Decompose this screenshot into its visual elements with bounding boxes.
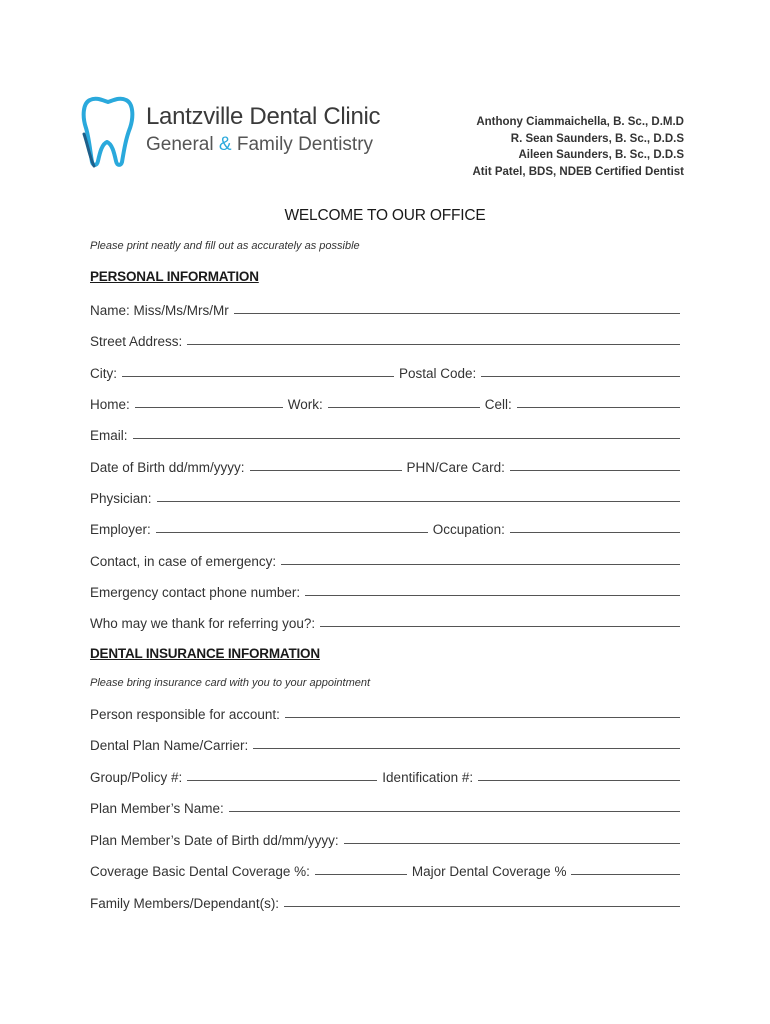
member-name-label: Plan Member’s Name:: [90, 801, 224, 816]
referral-label: Who may we thank for referring you?:: [90, 616, 316, 631]
cell-label: Cell:: [484, 397, 512, 412]
cell-phone-field[interactable]: [517, 407, 680, 408]
emergency-phone-row: [90, 580, 680, 600]
postal-label: Postal Code:: [399, 366, 477, 381]
street-label: Street Address:: [90, 334, 183, 349]
city-label: City:: [90, 366, 117, 381]
intro-note: Please print neatly and fill out as accurately as possible: [90, 240, 360, 252]
carrier-row: [90, 733, 680, 753]
basic-coverage-label: Coverage Basic Dental Coverage %:: [90, 864, 310, 879]
name-label: Name: Miss/Ms/Mrs/Mr: [90, 303, 229, 318]
member-name-field[interactable]: [229, 811, 680, 812]
home-phone-field[interactable]: [135, 407, 283, 408]
referral-row: [90, 611, 680, 631]
phn-field[interactable]: [510, 470, 680, 471]
insurance-note: Please bring insurance card with you to your appointment: [90, 677, 371, 689]
doctor-name: Aileen Saunders, B. Sc., D.D.S: [518, 149, 684, 161]
tooth-icon: [80, 94, 140, 170]
emergency-contact-field[interactable]: [281, 564, 680, 565]
doctor-name: Atit Patel, BDS, NDEB Certified Dentist: [472, 165, 684, 178]
personal-info-heading: PERSONAL INFORMATION: [90, 269, 259, 284]
identification-label: Identification #:: [382, 770, 474, 785]
emergency-phone-field[interactable]: [305, 595, 680, 596]
name-row: [90, 298, 680, 318]
work-phone-field[interactable]: [328, 407, 480, 408]
member-dob-row: [90, 828, 680, 848]
phone-row: [90, 392, 680, 412]
emergency-contact-row: [90, 549, 680, 569]
policy-row: [90, 765, 680, 785]
employer-label: Employer:: [90, 522, 151, 537]
city-field[interactable]: [122, 376, 394, 377]
emergency-contact-label: Contact, in case of emergency:: [90, 554, 277, 569]
dob-row: [90, 455, 680, 475]
postal-field[interactable]: [481, 376, 680, 377]
identification-field[interactable]: [478, 780, 680, 781]
doctor-name: R. Sean Saunders, B. Sc., D.D.S: [510, 132, 684, 145]
doctor-list: [473, 114, 685, 180]
home-label: Home:: [90, 397, 130, 412]
email-label: Email:: [90, 428, 128, 443]
responsible-row: [90, 702, 680, 722]
family-field[interactable]: [284, 906, 680, 907]
family-row: [90, 891, 680, 911]
employer-field[interactable]: [156, 532, 428, 533]
clinic-logo: [80, 94, 381, 174]
email-row: [90, 423, 680, 443]
group-label: Group/Policy #:: [90, 770, 183, 785]
coverage-row: [90, 859, 680, 879]
email-field[interactable]: [133, 438, 680, 439]
clinic-name: Lantzville Dental Clinic: [146, 103, 381, 130]
street-field[interactable]: [187, 344, 680, 345]
insurance-heading: DENTAL INSURANCE INFORMATION: [90, 646, 320, 661]
dob-field[interactable]: [250, 470, 402, 471]
dob-label: Date of Birth dd/mm/yyyy:: [90, 460, 245, 475]
group-policy-field[interactable]: [187, 780, 377, 781]
major-coverage-field[interactable]: [571, 874, 680, 875]
form-title: WELCOME TO OUR OFFICE: [284, 207, 486, 224]
responsible-field[interactable]: [285, 717, 680, 718]
carrier-field[interactable]: [253, 748, 680, 749]
city-row: [90, 361, 680, 381]
carrier-label: Dental Plan Name/Carrier:: [90, 738, 249, 753]
occupation-field[interactable]: [510, 532, 680, 533]
street-row: [90, 329, 680, 349]
occupation-label: Occupation:: [432, 522, 505, 537]
physician-row: [90, 486, 680, 506]
physician-field[interactable]: [157, 501, 680, 502]
phn-label: PHN/Care Card:: [406, 460, 505, 475]
basic-coverage-field[interactable]: [315, 874, 407, 875]
work-label: Work:: [287, 397, 323, 412]
clinic-tagline: General & Family Dentistry: [146, 134, 374, 155]
referral-field[interactable]: [320, 626, 680, 627]
name-field[interactable]: [234, 313, 680, 314]
physician-label: Physician:: [90, 491, 152, 506]
emergency-phone-label: Emergency contact phone number:: [90, 585, 301, 600]
member-dob-label: Plan Member’s Date of Birth dd/mm/yyyy:: [90, 833, 339, 848]
responsible-label: Person responsible for account:: [90, 707, 280, 722]
member-name-row: [90, 796, 680, 816]
major-coverage-label: Major Dental Coverage %: [411, 864, 567, 879]
member-dob-field[interactable]: [344, 843, 680, 844]
doctor-name: Anthony Ciammaichella, B. Sc., D.M.D: [476, 116, 684, 128]
family-label: Family Members/Dependant(s):: [90, 896, 280, 911]
employer-row: [90, 517, 680, 537]
